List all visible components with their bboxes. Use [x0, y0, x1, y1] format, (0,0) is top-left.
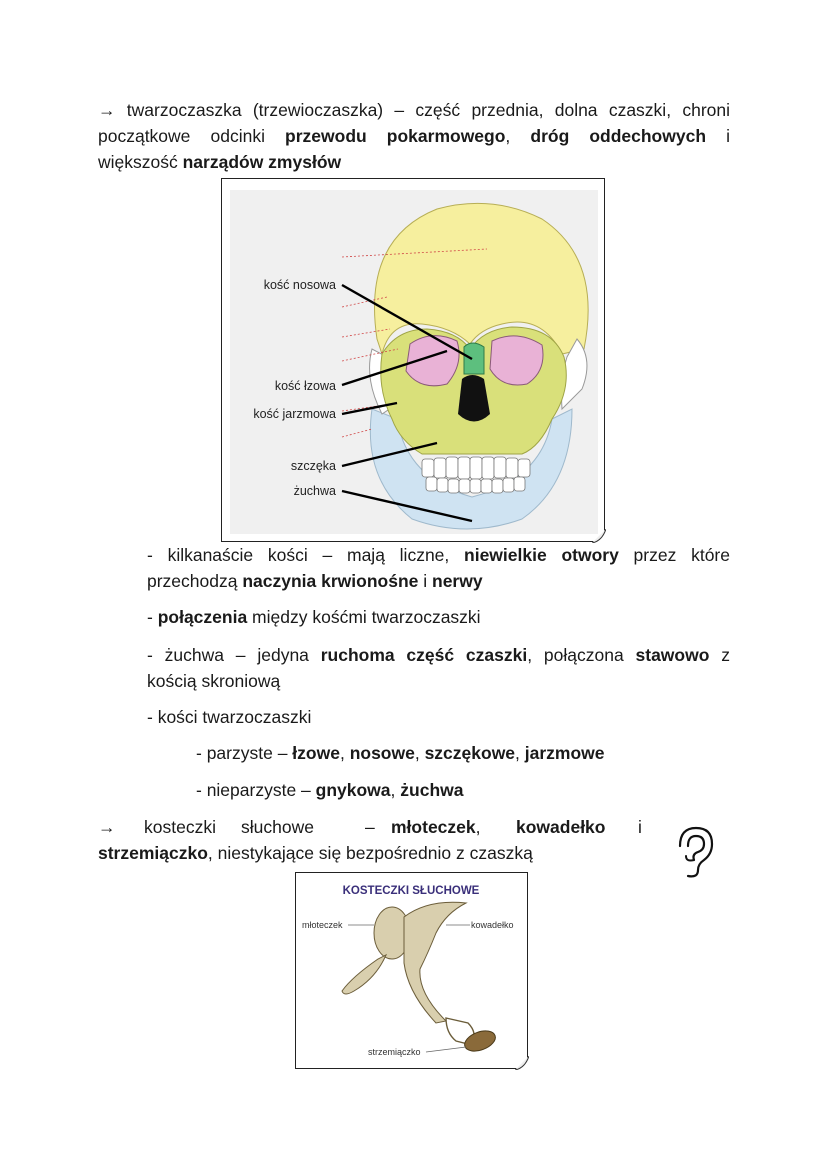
ear-icon	[672, 824, 716, 880]
right-orbit-shape	[490, 336, 543, 385]
label-mandible: żuchwa	[293, 484, 336, 498]
teeth	[422, 457, 530, 493]
bullet-facial-bones: - kości twarzoczaszki	[147, 707, 312, 727]
skull-figure	[221, 178, 605, 542]
bullet-paired: - parzyste – łzowe, nosowe, szczękowe, jarzmowe	[196, 743, 605, 763]
bullet-small-bones-line-1: - kilkanaście kości – mają liczne, niewielkie otwory przez które	[147, 545, 730, 565]
incus-shape	[404, 902, 466, 1023]
bullet-mandible-line-1: - żuchwa – jedyna ruchoma część czaszki, połączona stawowo z	[147, 645, 730, 665]
intro-line-3: większość narządów zmysłów	[98, 152, 342, 172]
ossicles-diagram	[296, 873, 526, 1067]
skull-diagram	[222, 179, 603, 540]
label-nasal-bone: kość nosowa	[263, 278, 336, 292]
page-curl-icon	[592, 529, 606, 543]
label-malleus: młoteczek	[302, 920, 343, 930]
arrow-icon: →	[98, 100, 116, 120]
intro-line-2: początkowe odcinki przewodu pokarmowego, dróg oddechowych i	[98, 126, 730, 146]
bullet-small-bones-line-2: przechodzą naczynia krwionośne i nerwy	[147, 571, 483, 591]
intro-line-1: → twarzoczaszka (trzewioczaszka) – część przednia, dolna czaszki, chroni	[98, 100, 731, 120]
label-incus: kowadełko	[471, 920, 514, 930]
label-maxilla: szczęka	[290, 459, 336, 473]
page-curl-icon	[515, 1056, 529, 1070]
label-stapes: strzemiączko	[368, 1047, 421, 1057]
bullet-unpaired: - nieparzyste – gnykowa, żuchwa	[196, 780, 464, 800]
bullet-connections: - połączenia między kośćmi twarzoczaszki	[147, 607, 481, 627]
ossicles-figure	[295, 872, 528, 1069]
ossicles-line-2: strzemiączko, niestykające się bezpośrednio z czaszką	[98, 843, 533, 863]
label-lacrimal-bone: kość łzowa	[274, 379, 336, 393]
arrow-icon: →	[98, 817, 116, 837]
label-zygomatic-bone: kość jarzmowa	[253, 407, 336, 421]
bullet-mandible-line-2: kością skroniową	[147, 671, 281, 691]
nasal-bone-shape	[464, 343, 484, 374]
ossicles-figure-title: KOSTECZKI SŁUCHOWE	[342, 885, 480, 897]
